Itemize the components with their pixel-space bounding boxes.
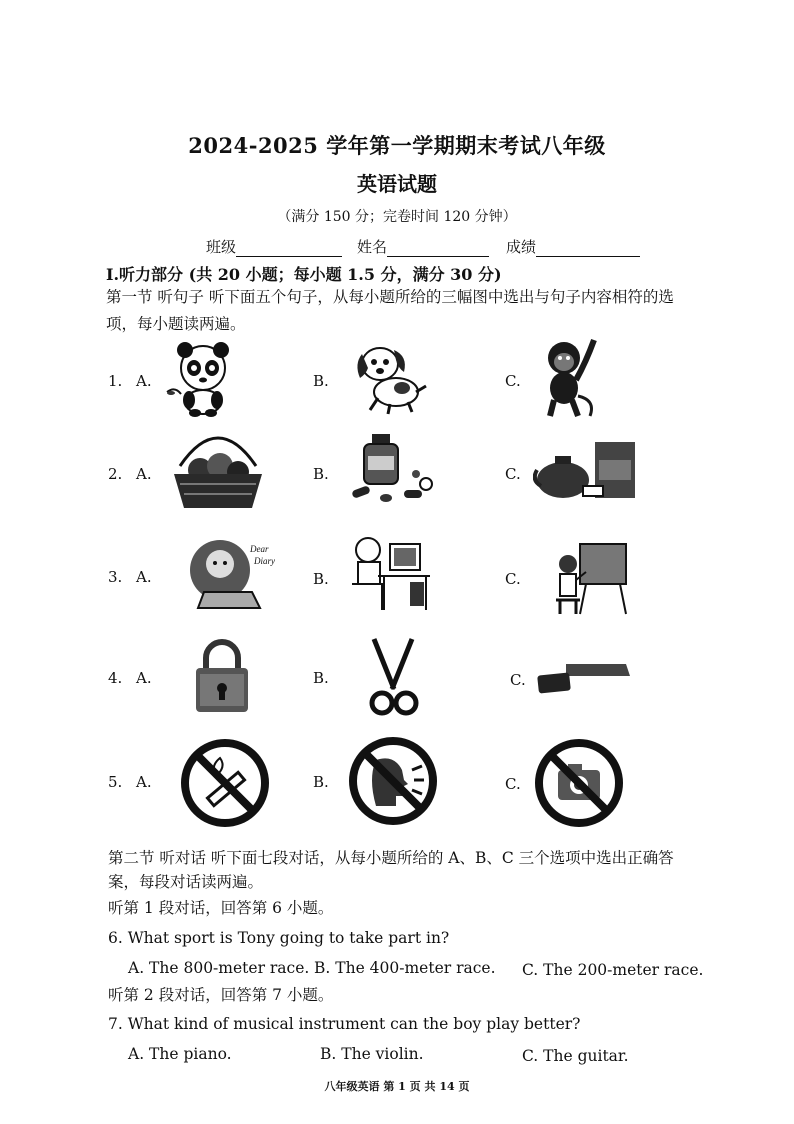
medicine-icon [346,432,442,512]
option-label-b: B. [313,465,329,483]
question-number: 4. [108,669,123,687]
option-label-a: A. [136,669,152,687]
class-label: 班级 [206,238,237,256]
option-label-c: C. [505,372,521,390]
q7-option-c: C. The guitar. [522,1047,629,1065]
svg-text:Diary: Diary [254,556,275,566]
page-footer: 八年级英语 第 1 页 共 14 页 [324,1080,470,1093]
listening-section-heading: I.听力部分 (共 20 小题；每小题 1.5 分，满分 30 分) [106,265,502,284]
q6-option-b: B. The 400-meter race. [314,959,496,977]
dialog2-intro: 听第 2 段对话，回答第 7 小题。 [108,986,334,1004]
q7-option-a: A. The piano. [128,1045,232,1063]
part1-instruction-line2: 项，每小题读两遍。 [106,315,246,333]
option-label-b: B. [313,372,329,390]
question-6: 6. What sport is Tony going to take part in? [108,929,450,947]
question-number: 5. [108,773,123,791]
teapot-icon [533,440,639,504]
svg-text:Dear: Dear [250,544,269,554]
grade-label: 成绩 [506,238,537,256]
diary-girl-icon [186,536,282,616]
part1-instruction-line1: 第一节 听句子 听下面五个句子，从每小题所给的三幅图中选出与句子内容相符的选 [106,288,674,306]
no-noise-icon [348,736,438,826]
fruit-basket-icon [166,430,270,514]
option-label-c: C. [505,775,521,793]
name-blank [387,242,489,257]
scissors-icon [366,637,420,719]
exam-subtitle: 英语试题 [357,172,437,196]
class-field [206,236,342,257]
grade-field [506,236,640,257]
option-label-b: B. [313,570,329,588]
name-field [357,236,489,257]
no-photo-icon [534,738,624,828]
score-note: （满分 150 分；完卷时间 120 分钟） [277,209,517,225]
option-label-b: B. [313,669,329,687]
q6-option-c: C. The 200-meter race. [522,961,704,979]
monkey-icon [540,336,602,420]
q7-option-b: B. The violin. [320,1045,424,1063]
q6-option-a: A. The 800-meter race. [128,959,310,977]
option-label-a: A. [136,568,152,586]
dog-icon [350,340,428,416]
class-blank [236,242,342,257]
question-7: 7. What kind of musical instrument can the boy play better? [108,1015,581,1033]
option-label-a: A. [136,773,152,791]
dialog1-intro: 听第 1 段对话，回答第 6 小题。 [108,899,334,917]
panda-icon [163,338,243,418]
question-number: 2. [108,465,123,483]
knife-icon [536,656,632,696]
no-smoking-icon [180,738,270,828]
option-label-c: C. [505,465,521,483]
part2-instruction-line1: 第二节 听对话 听下面七段对话，从每小题所给的 A、B、C 三个选项中选出正确答 [108,849,674,867]
painting-child-icon [550,540,630,616]
question-number: 3. [108,568,123,586]
exam-title: 2024-2025 学年第一学期期末考试八年级 [188,133,606,158]
option-label-c: C. [505,570,521,588]
name-label: 姓名 [357,238,388,256]
padlock-icon [192,638,252,714]
option-label-a: A. [136,465,152,483]
option-label-c: C. [510,671,526,689]
option-label-b: B. [313,773,329,791]
computer-boy-icon [348,534,434,614]
grade-blank [536,242,640,257]
question-number: 1. [108,372,123,390]
part2-instruction-line2: 案，每段对话读两遍。 [108,873,264,891]
option-label-a: A. [136,372,152,390]
